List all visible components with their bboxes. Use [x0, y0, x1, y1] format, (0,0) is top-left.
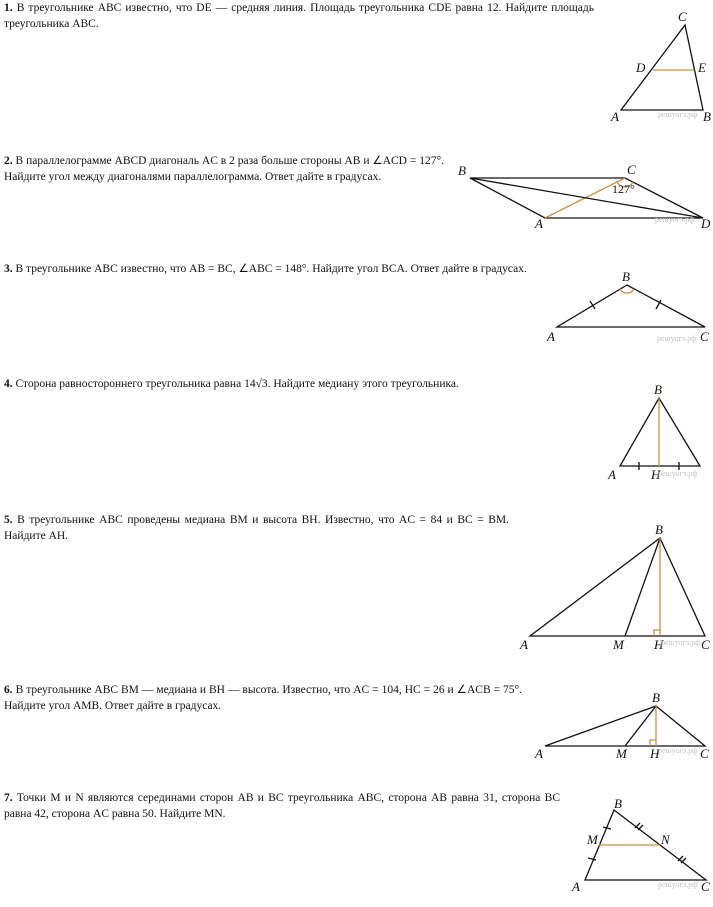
label-b: B	[654, 382, 662, 397]
problem-number: 7.	[4, 792, 13, 804]
angle-arc-b	[620, 289, 634, 293]
diagonal-bd	[470, 178, 703, 218]
problem-4	[4, 376, 564, 392]
label-h: H	[651, 467, 661, 482]
label-c: C	[700, 746, 709, 761]
problem-number: 4.	[4, 378, 13, 390]
figure-1	[605, 5, 713, 125]
label-c: C	[678, 9, 687, 24]
angle-value: 127°	[612, 182, 635, 196]
triangle-abc	[621, 25, 703, 110]
problem-7	[4, 790, 560, 822]
label-d: D	[636, 60, 646, 75]
triangle-abc	[620, 398, 700, 466]
triangle-abc	[545, 706, 705, 746]
label-h: H	[654, 637, 664, 652]
problem-text: В треугольнике ABC известно, что DE — средняя линия. Площадь треугольника CDE равна 12. Найдите площадь треугольника ABC.	[4, 2, 594, 30]
label-n: N	[661, 832, 670, 847]
label-b: B	[622, 269, 630, 284]
triangle-abc	[557, 285, 705, 327]
figure-3	[542, 265, 713, 350]
watermark: решуогэ.рф	[661, 638, 701, 647]
problem-text: В параллелограмме ABCD диагональ AC в 2 раза больше стороны AB и ∠ACD = 127°. Найдите угол между диагоналями параллелограмма. Ответ дайте в градусах.	[4, 155, 445, 183]
label-b: B	[655, 522, 663, 537]
tick-bn-2	[638, 825, 643, 830]
problem-text: В треугольнике ABC BM — медиана и BH — высота. Известно, что AC = 104, HC = 26 и ∠ACB = 75°. Найдите угол AMB. Ответ дайте в градусах.	[4, 684, 523, 712]
label-h: H	[650, 746, 660, 761]
problem-2	[4, 153, 444, 185]
label-m: M	[587, 832, 598, 847]
watermark: решуогэ.рф	[657, 334, 697, 343]
watermark: решуогэ.рф	[655, 215, 695, 224]
watermark: решуогэ.рф	[658, 880, 698, 889]
problem-text: Сторона равностороннего треугольника равна 14√3. Найдите медиану этого треугольника.	[15, 378, 459, 390]
problem-text: В треугольнике ABC проведены медиана BM и высота BH. Известно, что AC = 84 и BC = BM. Найдите AH.	[4, 514, 509, 542]
label-c: C	[627, 162, 636, 177]
figure-7	[570, 798, 713, 903]
problem-6	[4, 682, 522, 714]
problem-number: 2.	[4, 155, 13, 167]
label-a: A	[608, 467, 616, 482]
label-b: B	[652, 690, 660, 705]
label-a: A	[535, 216, 543, 231]
label-a: A	[547, 329, 555, 344]
watermark: решуогэ.рф	[658, 110, 698, 119]
label-m: M	[616, 746, 627, 761]
label-a: A	[535, 746, 543, 761]
problem-number: 5.	[4, 514, 13, 526]
figure-4	[600, 380, 713, 485]
problem-3	[4, 261, 534, 277]
label-c: C	[701, 637, 710, 652]
label-e: E	[698, 60, 706, 75]
figure-2	[455, 160, 713, 235]
problem-number: 6.	[4, 684, 13, 696]
problem-1	[4, 0, 594, 32]
label-d: D	[701, 216, 711, 231]
label-a: A	[572, 879, 580, 894]
figure-6	[530, 690, 713, 765]
label-a: A	[611, 109, 619, 124]
right-angle-mark	[654, 630, 660, 636]
problem-number: 1.	[4, 2, 13, 14]
problem-number: 3.	[4, 263, 13, 275]
watermark: решуогэ.рф	[658, 469, 698, 478]
figure-5	[515, 520, 713, 655]
problem-text: Точки M и N являются серединами сторон AB и BC треугольника ABC, сторона AB равна 31, сторона BC равна 42, сторона AC равна 50. Найдите MN.	[4, 792, 560, 820]
watermark: решуогэ.рф	[658, 746, 698, 755]
triangle-abc	[530, 538, 705, 636]
label-m: M	[613, 637, 624, 652]
problem-text: В треугольнике ABC известно, что AB = BC, ∠ABC = 148°. Найдите угол BCA. Ответ дайте в градусах.	[15, 263, 527, 275]
label-b: B	[458, 163, 466, 178]
label-b: B	[703, 109, 711, 124]
label-c: C	[700, 329, 709, 344]
label-c: C	[701, 879, 710, 894]
label-a: A	[520, 637, 528, 652]
problem-5	[4, 512, 509, 544]
label-b: B	[614, 796, 622, 811]
tick-am	[588, 858, 596, 860]
median-bm	[625, 538, 660, 636]
